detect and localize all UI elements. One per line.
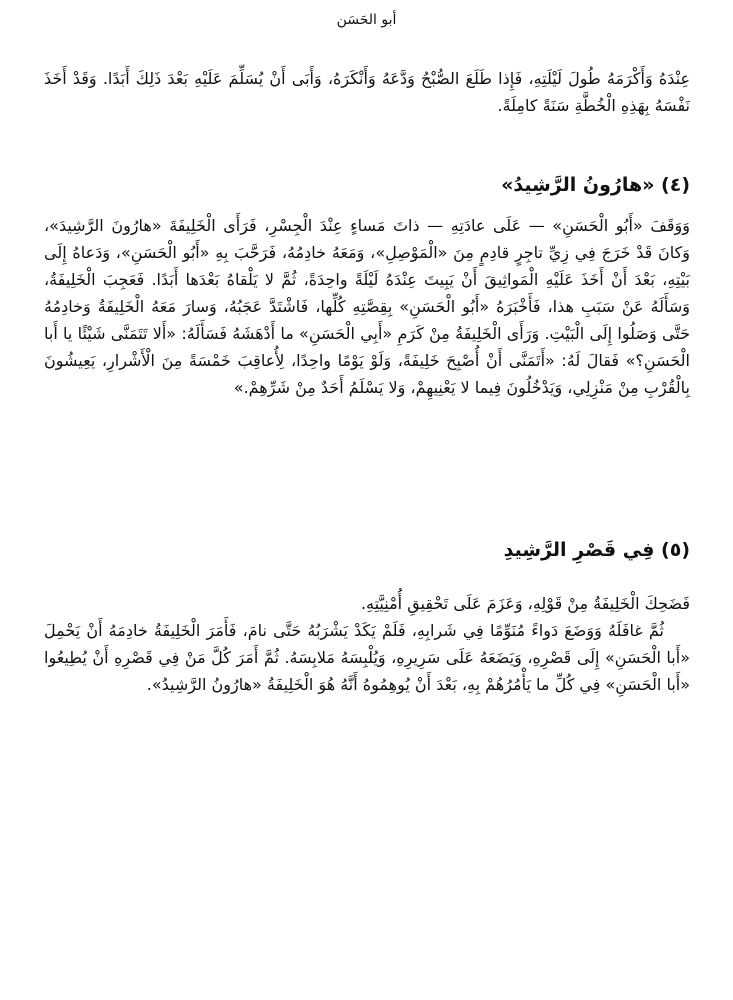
running-header: أبو الحَسَن <box>336 12 397 28</box>
section-4-block <box>44 212 690 401</box>
section-4-heading: (٤) «هارُونُ الرَّشِيدُ» <box>501 174 690 196</box>
section-5-heading: (٥) فِي قَصْرِ الرَّشِيدِ <box>503 539 690 561</box>
section-5-paragraph-1: فَضَحِكَ الْخَلِيفَةُ مِنْ قَوْلِهِ، وَعَزَمَ عَلَى تَحْقِيقِ أُمْنِيَّتِهِ. <box>360 594 690 613</box>
section-4-paragraph: وَوَقَفَ «أَبُو الْحَسَنِ» — عَلَى عادَتِهِ — ذاتَ مَساءٍ عِنْدَ الْجِسْرِ، فَرَأَى الْخَلِيفَةَ «هارُونَ الرَّشِيدَ»، وَكانَ قَدْ خَرَجَ فِي زِيِّ تاجِرٍ قادِمٍ مِنَ «الْمَوْصِلِ»، وَمَعَهُ خادِمُهُ، فَرَحَّبَ بِهِ «أَبُو الْحَسَنِ»، وَدَعاهُ إِلَى بَيْتِهِ، بَعْدَ أَنْ أَخَذَ عَلَيْهِ الْمَواثِيقَ أَنْ يَبِيتَ عِنْدَهُ لَيْلَةً واحِدَةً، ثُمَّ لا يَلْقاهُ بَعْدَها أَبَدًا. فَعَجِبَ الْخَلِيفَةُ، وَسَأَلَهُ عَنْ سَبَبِ هذا، فَأَخْبَرَهُ «أَبُو الْحَسَنِ» بِقِصَّتِهِ كُلِّها، فَاشْتَدَّ عَجَبُهُ، وَسارَ مَعَهُ الْخَلِيفَةُ وَخادِمُهُ حَتَّى وَصَلُوا إِلَى الْبَيْتِ. وَرَأَى الْخَلِيفَةُ مِنْ كَرَمِ «أَبِي الْحَسَنِ» ما أَدْهَشَهُ فَسَأَلَهُ: «أَلا تَتَمَنَّى شَيْئًا يا أَبا الْحَسَنِ؟» فَقالَ لَهُ: «أَتَمَنَّى أَنْ أُصْبِحَ خَلِيفَةً، وَلَوْ يَوْمًا واحِدًا، لِأُعاقِبَ خَمْسَةً مِنَ الْأَشْرارِ، يَعِيشُونَ بِالْقُرْبِ مِنْ مَنْزِلِي، وَيَدْخُلُونَ فِيما لا يَعْنِيهِمْ، وَلا يَسْلَمُ أَحَدٌ مِنْ شَرِّهِمْ.» <box>44 216 690 397</box>
section-5-paragraph-2: ثُمَّ غافَلَهُ وَوَضَعَ دَواءً مُنَوِّمًا فِي شَرابِهِ، فَلَمْ يَكَدْ يَشْرَبُهُ حَتَّى نامَ، فَأَمَرَ الْخَلِيفَةُ خادِمَهُ أَنْ يَحْمِلَ «أَبا الْحَسَنِ» إِلَى قَصْرِهِ، وَيَضَعَهُ عَلَى سَرِيرِهِ، وَيُلْبِسَهُ مَلابِسَهُ. ثُمَّ أَمَرَ كُلَّ مَنْ فِي قَصْرِهِ أَنْ يُطِيعُوا «أَبا الْحَسَنِ» فِي كُلِّ ما يَأْمُرُهُمْ بِهِ، بَعْدَ أَنْ يُوهِمُوهُ أَنَّهُ هُوَ الْخَلِيفَةُ «هارُونُ الرَّشِيدُ». <box>44 621 690 694</box>
section-5-block <box>44 590 690 698</box>
intro-paragraph: عِنْدَهُ وَأَكْرَمَهُ طُولَ لَيْلَتِهِ، فَإِذا طَلَعَ الصُّبْحُ وَدَّعَهُ وَأَنْكَرَهُ، وَأَبَى أَنْ يُسَلِّمَ عَلَيْهِ بَعْدَ ذَلِكَ أَبَدًا. وَقَدْ أَخَذَ نَفْسَهُ بِهَذِهِ الْخُطَّةِ سَنَةً كامِلَةً. <box>44 69 690 115</box>
intro-block <box>44 65 690 119</box>
